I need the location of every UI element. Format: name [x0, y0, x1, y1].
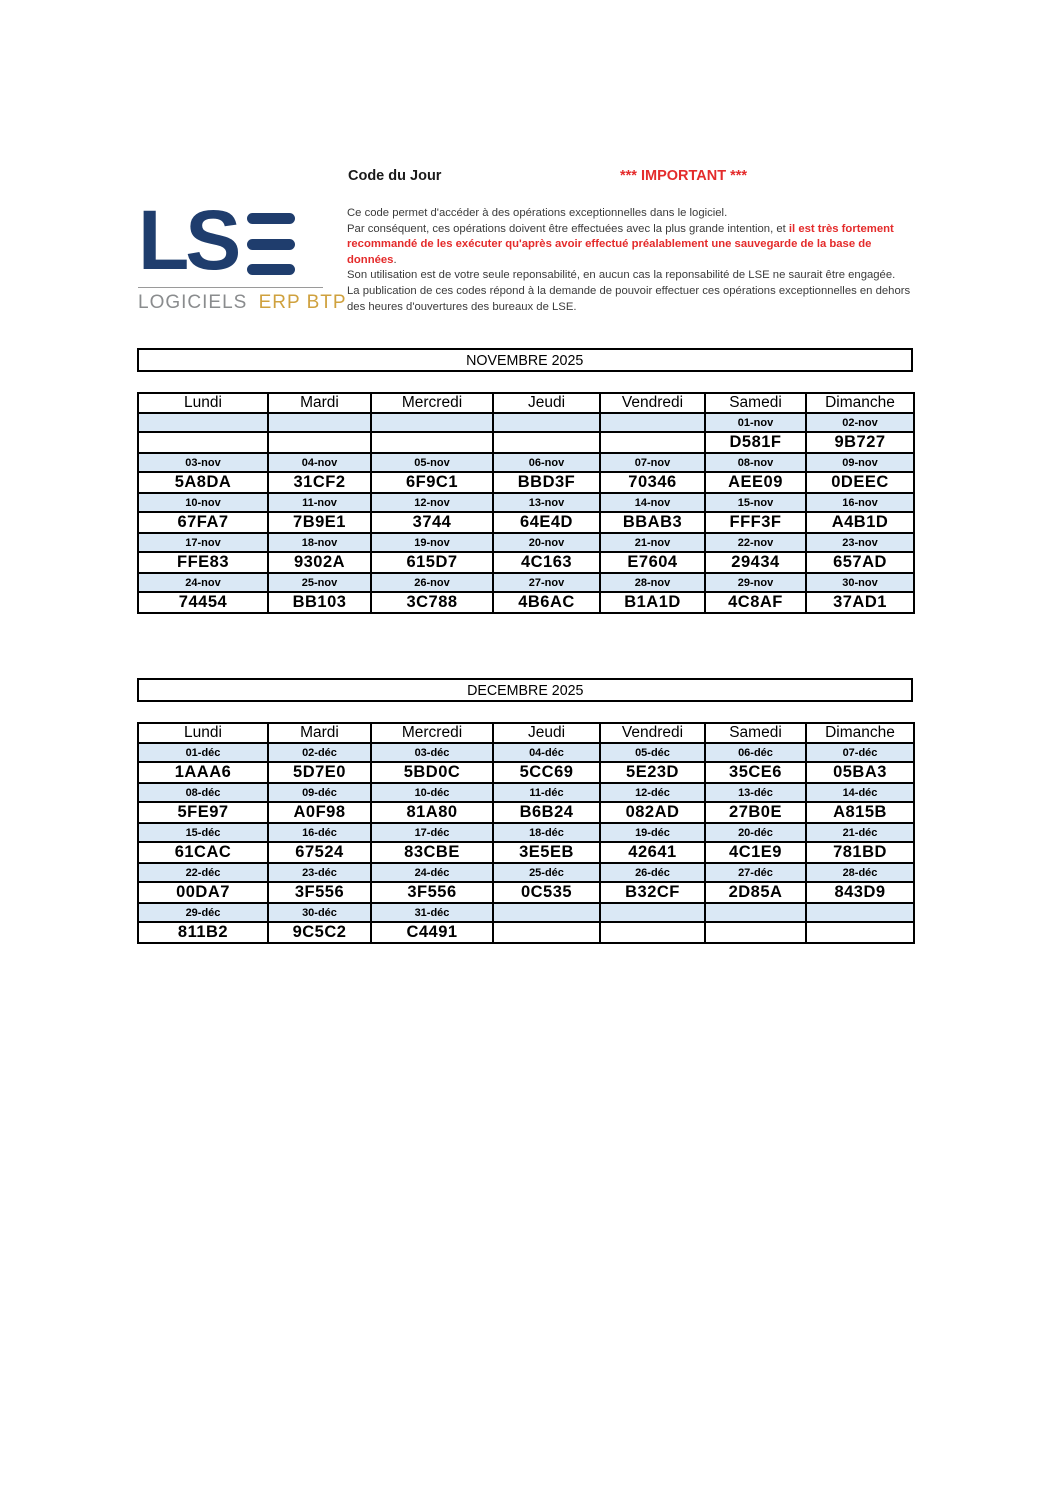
code-cell: 42641	[600, 842, 705, 863]
code-cell: BBAB3	[600, 512, 705, 533]
date-cell: 21-nov	[600, 533, 705, 552]
date-row	[138, 903, 914, 922]
day-header-cell: Jeudi	[493, 723, 600, 743]
code-cell: 4C163	[493, 552, 600, 573]
date-cell: 02-nov	[806, 413, 914, 432]
date-cell: 10-nov	[138, 493, 268, 512]
logo-subtitle	[138, 292, 347, 314]
date-cell	[138, 413, 268, 432]
month-title: NOVEMBRE 2025	[466, 351, 584, 369]
date-row	[138, 453, 914, 472]
notice-consequence-black: Par conséquent, ces opérations doivent être effectuées avec la plus grande intention, et	[347, 222, 789, 235]
date-cell: 09-déc	[268, 783, 371, 802]
date-row	[138, 533, 914, 552]
code-cell: AEE09	[705, 472, 806, 493]
code-cell: 74454	[138, 592, 268, 613]
date-cell: 15-nov	[705, 493, 806, 512]
code-cell: 811B2	[138, 922, 268, 943]
logo-e-bars-icon	[247, 213, 295, 275]
date-cell: 13-nov	[493, 493, 600, 512]
code-cell: 4B6AC	[493, 592, 600, 613]
date-cell: 21-déc	[806, 823, 914, 842]
code-cell: 67FA7	[138, 512, 268, 533]
code-row	[138, 762, 914, 783]
code-cell: C4491	[371, 922, 493, 943]
code-cell	[705, 922, 806, 943]
code-cell: A815B	[806, 802, 914, 823]
date-row	[138, 783, 914, 802]
date-cell: 12-déc	[600, 783, 705, 802]
date-cell: 10-déc	[371, 783, 493, 802]
page-title: Code du Jour	[348, 168, 442, 184]
date-cell: 27-nov	[493, 573, 600, 592]
code-cell: A0F98	[268, 802, 371, 823]
code-cell: 7B9E1	[268, 512, 371, 533]
day-header-row	[138, 723, 914, 743]
day-header-cell: Vendredi	[600, 393, 705, 413]
date-cell: 26-déc	[600, 863, 705, 882]
date-row	[138, 823, 914, 842]
date-cell: 05-déc	[600, 743, 705, 762]
code-cell	[806, 922, 914, 943]
date-cell: 19-nov	[371, 533, 493, 552]
logo-ls-text: LS	[138, 193, 238, 287]
code-cell: 31CF2	[268, 472, 371, 493]
code-cell: 3744	[371, 512, 493, 533]
code-cell: 9302A	[268, 552, 371, 573]
code-cell	[371, 432, 493, 453]
code-cell: 3E5EB	[493, 842, 600, 863]
code-cell: BBD3F	[493, 472, 600, 493]
calendar-decembre-2025	[137, 678, 913, 944]
notice-line-consequence	[347, 222, 913, 269]
important-banner: *** IMPORTANT ***	[620, 168, 748, 184]
date-cell	[705, 903, 806, 922]
code-cell: 70346	[600, 472, 705, 493]
code-cell: 4C1E9	[705, 842, 806, 863]
date-cell: 28-nov	[600, 573, 705, 592]
calendar-table	[137, 722, 915, 944]
date-row	[138, 573, 914, 592]
calendar-table	[137, 392, 915, 614]
code-cell: 5BD0C	[371, 762, 493, 783]
date-cell: 29-déc	[138, 903, 268, 922]
code-cell: 29434	[705, 552, 806, 573]
date-cell: 09-nov	[806, 453, 914, 472]
lse-logo	[138, 193, 347, 314]
code-cell	[138, 432, 268, 453]
code-cell: 05BA3	[806, 762, 914, 783]
code-cell: 5A8DA	[138, 472, 268, 493]
code-cell: 0C535	[493, 882, 600, 903]
date-cell: 24-déc	[371, 863, 493, 882]
day-header-cell: Mercredi	[371, 393, 493, 413]
date-cell: 05-nov	[371, 453, 493, 472]
notice-line-intro: Ce code permet d'accéder à des opérations exceptionnelles dans le logiciel.	[347, 207, 728, 219]
date-cell: 27-déc	[705, 863, 806, 882]
month-title-box	[137, 678, 913, 702]
date-cell	[371, 413, 493, 432]
code-cell: FFF3F	[705, 512, 806, 533]
code-cell: 83CBE	[371, 842, 493, 863]
code-cell: D581F	[705, 432, 806, 453]
code-cell: 615D7	[371, 552, 493, 573]
code-row	[138, 592, 914, 613]
date-cell: 08-nov	[705, 453, 806, 472]
code-cell: 0DEEC	[806, 472, 914, 493]
code-cell: 1AAA6	[138, 762, 268, 783]
code-cell: 3F556	[371, 882, 493, 903]
notice-paragraph	[347, 206, 913, 315]
code-cell	[600, 432, 705, 453]
date-cell: 23-nov	[806, 533, 914, 552]
code-row	[138, 472, 914, 493]
code-cell: B6B24	[493, 802, 600, 823]
logo-subtitle-erp-btp: ERP BTP	[258, 292, 347, 313]
day-header-cell: Mardi	[268, 393, 371, 413]
code-cell: FFE83	[138, 552, 268, 573]
date-cell: 20-déc	[705, 823, 806, 842]
date-cell: 17-déc	[371, 823, 493, 842]
date-cell	[806, 903, 914, 922]
code-cell: 657AD	[806, 552, 914, 573]
date-cell: 16-déc	[268, 823, 371, 842]
date-cell: 23-déc	[268, 863, 371, 882]
date-cell: 17-nov	[138, 533, 268, 552]
date-cell: 15-déc	[138, 823, 268, 842]
code-cell: 3F556	[268, 882, 371, 903]
code-cell: 61CAC	[138, 842, 268, 863]
date-cell: 07-déc	[806, 743, 914, 762]
notice-line-responsibility: Son utilisation est de votre seule reponsabilité, en aucun cas la reponsabilité de LSE ne saurait être engagée.	[347, 269, 896, 282]
date-cell: 30-déc	[268, 903, 371, 922]
date-cell: 16-nov	[806, 493, 914, 512]
code-row	[138, 432, 914, 453]
code-cell: 082AD	[600, 802, 705, 823]
date-cell: 25-nov	[268, 573, 371, 592]
code-cell: 3C788	[371, 592, 493, 613]
date-row	[138, 743, 914, 762]
code-row	[138, 802, 914, 823]
day-header-cell: Samedi	[705, 723, 806, 743]
date-cell: 30-nov	[806, 573, 914, 592]
date-cell: 14-déc	[806, 783, 914, 802]
date-cell: 06-déc	[705, 743, 806, 762]
code-cell: 9B727	[806, 432, 914, 453]
day-header-cell: Samedi	[705, 393, 806, 413]
date-cell: 13-déc	[705, 783, 806, 802]
code-cell: 81A80	[371, 802, 493, 823]
code-cell	[493, 922, 600, 943]
day-header-cell: Dimanche	[806, 723, 914, 743]
date-cell: 06-nov	[493, 453, 600, 472]
notice-consequence-tail: .	[393, 253, 397, 266]
date-cell: 31-déc	[371, 903, 493, 922]
date-cell: 04-déc	[493, 743, 600, 762]
date-cell: 12-nov	[371, 493, 493, 512]
date-cell: 22-déc	[138, 863, 268, 882]
date-cell: 04-nov	[268, 453, 371, 472]
code-cell: B1A1D	[600, 592, 705, 613]
date-cell: 29-nov	[705, 573, 806, 592]
month-title-box	[137, 348, 913, 372]
day-header-cell: Vendredi	[600, 723, 705, 743]
code-row	[138, 512, 914, 533]
code-cell: 37AD1	[806, 592, 914, 613]
date-row	[138, 413, 914, 432]
notice-line-publication: La publication de ces codes répond à la demande de pouvoir effectuer ces opérations exceptionnelles en dehors des heures d'ouvertures des bureaux de LSE.	[347, 284, 911, 313]
code-cell: 9C5C2	[268, 922, 371, 943]
code-cell: 35CE6	[705, 762, 806, 783]
date-row	[138, 493, 914, 512]
code-cell: 5CC69	[493, 762, 600, 783]
code-cell: 781BD	[806, 842, 914, 863]
date-cell: 07-nov	[600, 453, 705, 472]
day-header-cell: Lundi	[138, 723, 268, 743]
notice-consequence-red: il est très fortement recommandé de les exécuter qu'après avoir effectué préalablement une sauvegarde de la base de données	[347, 222, 894, 266]
date-cell: 19-déc	[600, 823, 705, 842]
date-cell: 14-nov	[600, 493, 705, 512]
date-cell: 03-déc	[371, 743, 493, 762]
date-cell: 22-nov	[705, 533, 806, 552]
lse-logo-wordmark	[138, 193, 328, 287]
date-cell: 11-nov	[268, 493, 371, 512]
code-cell: 843D9	[806, 882, 914, 903]
code-cell: 5D7E0	[268, 762, 371, 783]
code-cell: 27B0E	[705, 802, 806, 823]
day-header-cell: Mardi	[268, 723, 371, 743]
date-cell: 25-déc	[493, 863, 600, 882]
code-cell: 67524	[268, 842, 371, 863]
date-cell: 24-nov	[138, 573, 268, 592]
date-cell	[493, 903, 600, 922]
code-cell	[493, 432, 600, 453]
code-cell: 5E23D	[600, 762, 705, 783]
date-cell: 26-nov	[371, 573, 493, 592]
date-cell: 18-nov	[268, 533, 371, 552]
code-cell	[268, 432, 371, 453]
date-cell: 01-déc	[138, 743, 268, 762]
code-row	[138, 922, 914, 943]
code-cell: B32CF	[600, 882, 705, 903]
date-cell: 01-nov	[705, 413, 806, 432]
date-cell	[600, 903, 705, 922]
date-cell	[600, 413, 705, 432]
code-cell: BB103	[268, 592, 371, 613]
day-header-cell: Mercredi	[371, 723, 493, 743]
date-cell: 28-déc	[806, 863, 914, 882]
day-header-cell: Jeudi	[493, 393, 600, 413]
code-row	[138, 882, 914, 903]
calendars	[137, 348, 913, 1008]
date-cell: 20-nov	[493, 533, 600, 552]
day-header-cell: Lundi	[138, 393, 268, 413]
code-row	[138, 552, 914, 573]
code-cell: 64E4D	[493, 512, 600, 533]
day-header-cell: Dimanche	[806, 393, 914, 413]
date-cell: 03-nov	[138, 453, 268, 472]
code-cell: 5FE97	[138, 802, 268, 823]
day-header-row	[138, 393, 914, 413]
date-cell	[268, 413, 371, 432]
code-row	[138, 842, 914, 863]
code-cell: 2D85A	[705, 882, 806, 903]
code-cell: 6F9C1	[371, 472, 493, 493]
date-cell: 11-déc	[493, 783, 600, 802]
date-row	[138, 863, 914, 882]
code-cell: 4C8AF	[705, 592, 806, 613]
date-cell	[493, 413, 600, 432]
code-cell: E7604	[600, 552, 705, 573]
logo-divider	[138, 287, 323, 288]
code-cell: 00DA7	[138, 882, 268, 903]
logo-subtitle-logiciels: LOGICIELS	[138, 292, 248, 313]
date-cell: 08-déc	[138, 783, 268, 802]
calendar-novembre-2025	[137, 348, 913, 614]
date-cell: 18-déc	[493, 823, 600, 842]
code-cell: A4B1D	[806, 512, 914, 533]
month-title: DECEMBRE 2025	[466, 681, 584, 699]
code-cell	[600, 922, 705, 943]
date-cell: 02-déc	[268, 743, 371, 762]
